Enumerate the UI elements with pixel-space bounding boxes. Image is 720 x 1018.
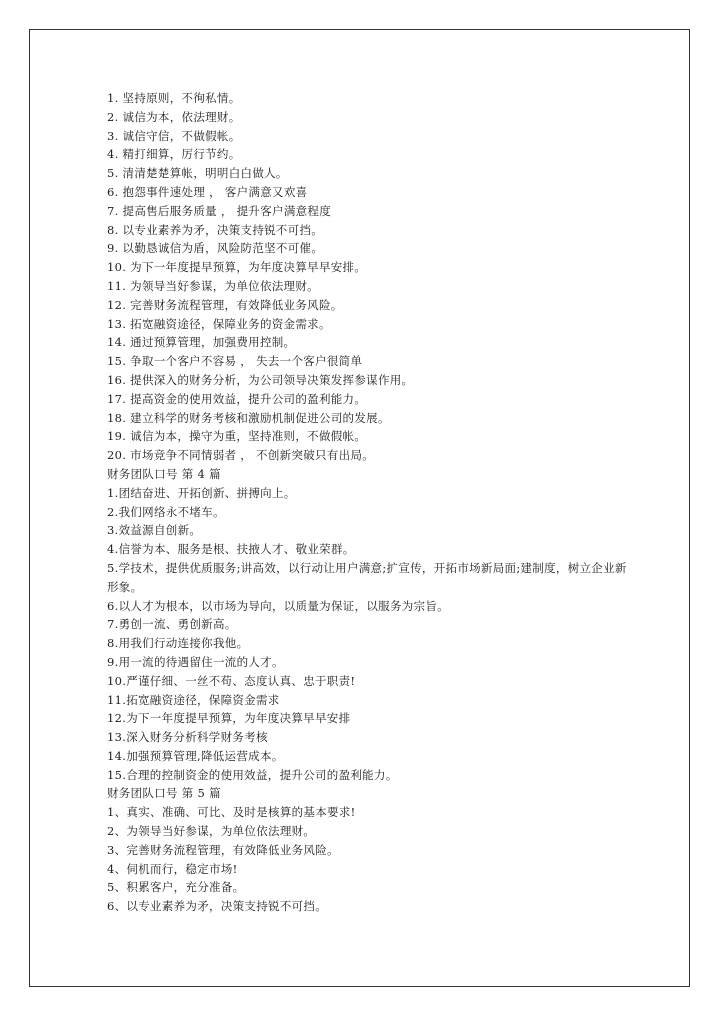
list-item: 13.深入财务分析科学财务考核 — [107, 730, 268, 745]
list-item: 15.合理的控制资金的使用效益，提升公司的盈利能力。 — [107, 767, 398, 782]
list-item: 9.用一流的待遇留住一流的人才。 — [107, 654, 284, 669]
list-item: 18. 建立科学的财务考核和激励机制促进公司的发展。 — [107, 410, 390, 425]
section-heading-5: 财务团队口号 第 5 篇 — [107, 786, 221, 801]
document-body — [107, 89, 627, 916]
list-item: 3.效益源自创新。 — [107, 523, 202, 538]
list-item: 17. 提高资金的使用效益，提升公司的盈利能力。 — [107, 391, 367, 406]
list-item: 12.为下一年度提早预算，为年度决算早早安排 — [107, 711, 351, 726]
slogan-list-1 — [107, 89, 627, 465]
list-item: 4、伺机而行，稳定市场! — [107, 861, 238, 876]
list-item: 3、完善财务流程管理，有效降低业务风险。 — [107, 842, 339, 857]
list-item: 11. 为领导当好参谋，为单位依法理财。 — [107, 278, 319, 293]
list-item: 6. 抱怨事件速处理 ， 客户满意又欢喜 — [107, 184, 308, 199]
list-item: 3. 诚信守信，不做假帐。 — [107, 128, 241, 143]
list-item: 11.拓宽融资途径，保障资金需求 — [107, 692, 280, 707]
list-item: 15. 争取一个客户不容易 ， 失去一个客户很简单 — [107, 354, 363, 369]
list-item: 8.用我们行动连接你我他。 — [107, 636, 249, 651]
section-heading-4: 财务团队口号 第 4 篇 — [107, 466, 221, 481]
list-item: 19. 诚信为本，操守为重，坚持准则，不做假帐。 — [107, 429, 367, 444]
list-item: 2、为领导当好参谋，为单位依法理财。 — [107, 824, 316, 839]
list-item: 14. 通过预算管理，加强费用控制。 — [107, 335, 296, 350]
slogan-list-4 — [107, 484, 627, 785]
list-item: 9. 以勤恳诚信为盾，风险防范坚不可催。 — [107, 241, 324, 256]
list-item: 7.勇创一流、勇创新高。 — [107, 617, 237, 632]
list-item: 1.团结奋进、开拓创新、拼搏向上。 — [107, 485, 296, 500]
list-item: 5.学技术，提供优质服务;讲高效，以行动让用户满意;扩宣传，开拓市场新局面;建制度，树立企业新形象。 — [107, 560, 627, 594]
list-item: 2.我们网络永不堵车。 — [107, 504, 225, 519]
list-item: 5、积累客户，充分准备。 — [107, 880, 245, 895]
list-item: 6.以人才为根本，以市场为导向，以质量为保证，以服务为宗旨。 — [107, 598, 449, 613]
list-item: 2. 诚信为本，依法理财。 — [107, 109, 241, 124]
list-item: 4.信誉为本、服务是根、扶掖人才、敬业荣群。 — [107, 542, 355, 557]
list-item: 7. 提高售后服务质量 ， 提升客户满意程度 — [107, 203, 332, 218]
list-item: 6、以专业素养为矛，决策支持锐不可挡。 — [107, 899, 328, 914]
list-item: 1. 坚持原则，不徇私情。 — [107, 91, 241, 105]
list-item: 20. 市场竞争不同情弱者 ， 不创新突破只有出局。 — [107, 448, 375, 463]
list-item: 1、真实、准确、可比、及时是核算的基本要求! — [107, 805, 356, 820]
list-item: 5. 清清楚楚算帐，明明白白做人。 — [107, 166, 288, 181]
slogan-list-5 — [107, 803, 627, 916]
list-item: 16. 提供深入的财务分析，为公司领导决策发挥参谋作用。 — [107, 372, 414, 387]
list-item: 13. 拓宽融资途径，保障业务的资金需求。 — [107, 316, 331, 331]
list-item: 12. 完善财务流程管理，有效降低业务风险。 — [107, 297, 343, 312]
list-item: 10.严谨仔细、一丝不苟、态度认真、忠于职责! — [107, 673, 356, 688]
list-item: 8. 以专业素养为矛，决策支持锐不可挡。 — [107, 222, 324, 237]
list-item: 4. 精打细算，厉行节约。 — [107, 147, 241, 162]
list-item: 14.加强预算管理,降低运营成本。 — [107, 748, 284, 763]
list-item: 10. 为下一年度提早预算，为年度决算早早安排。 — [107, 260, 367, 275]
